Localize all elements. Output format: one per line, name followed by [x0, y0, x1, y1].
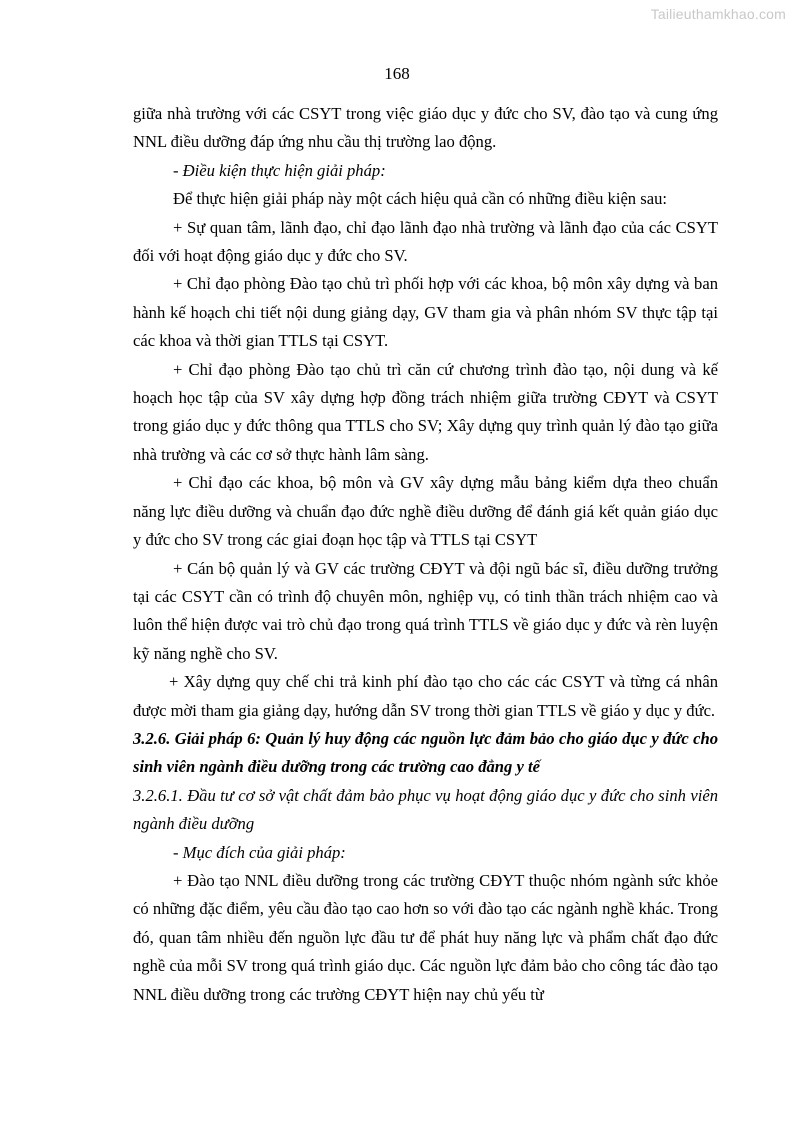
document-body — [133, 100, 718, 1009]
watermark: Tailieuthamkhao.com — [650, 6, 786, 22]
bullet-item: + Xây dựng quy chế chi trả kinh phí đào tạo cho các các CSYT và từng cá nhân được mời tham gia giảng dạy, hướng dẫn SV trong thời gian TTLS về giáo y dục y đức. — [133, 672, 718, 720]
paragraph-intro: Để thực hiện giải pháp này một cách hiệu quả cần có những điều kiện sau: — [173, 189, 667, 209]
subsection-heading: 3.2.6.1. Đầu tư cơ sở vật chất đảm bảo phục vụ hoạt động giáo dục y đức cho sinh viên ngành điều dưỡng — [133, 785, 718, 834]
bullet-item: + Cán bộ quản lý và GV các trường CĐYT và đội ngũ bác sĩ, điều dưỡng trưởng tại các CSYT cần có trình độ chuyên môn, nghiệp vụ, có tinh thần trách nhiệm cao và luôn thể hiện được vai trò chủ đạo trong quá trình TTLS về giáo dục y đức và rèn luyện kỹ năng nghề cho SV. — [133, 558, 718, 663]
bullet-item: + Chỉ đạo phòng Đào tạo chủ trì phối hợp với các khoa, bộ môn xây dựng và ban hành kế hoạch chi tiết nội dung giảng dạy, GV tham gia và phân nhóm SV thực tập tại các khoa và thời gian TTLS tại CSYT. — [133, 274, 718, 351]
subheading-conditions: - Điều kiện thực hiện giải pháp: — [173, 160, 386, 180]
bullet-item: + Sự quan tâm, lãnh đạo, chỉ đạo lãnh đạo nhà trường và lãnh đạo của các CSYT đối với hoạt động giáo dục y đức cho SV. — [133, 217, 718, 266]
bullet-item: + Chỉ đạo phòng Đào tạo chủ trì căn cứ chương trình đào tạo, nội dung và kế hoạch học tập của SV xây dựng hợp đồng trách nhiệm giữa trường CĐYT và CSYT trong giáo dục y đức thông qua TTLS cho SV; Xây dựng quy trình quản lý đào tạo giữa nhà trường và các cơ sở thực hành lâm sàng. — [133, 359, 718, 464]
bullet-item: + Đào tạo NNL điều dưỡng trong các trường CĐYT thuộc nhóm ngành sức khỏe có những đặc điểm, yêu cầu đào tạo cao hơn so với đào tạo các ngành nghề khác. Trong đó, quan tâm nhiều đến nguồn lực đầu tư để phát huy năng lực và phẩm chất đạo đức nghề của mỗi SV trong quá trình giáo dục. Các nguồn lực đảm bảo cho công tác đào tạo NNL điều dưỡng trong các trường CĐYT hiện nay chủ yếu từ — [133, 870, 718, 1004]
paragraph-continuation: giữa nhà trường với các CSYT trong việc giáo dục y đức cho SV, đào tạo và cung ứng NNL điều dưỡng đáp ứng nhu cầu thị trường lao động. — [133, 104, 718, 152]
subheading-purpose: - Mục đích của giải pháp: — [173, 842, 346, 862]
page-number: 168 — [384, 64, 410, 83]
bullet-item: + Chỉ đạo các khoa, bộ môn và GV xây dựng mẫu bảng kiểm dựa theo chuẩn năng lực điều dưỡng và chuẩn đạo đức nghề điều dưỡng để đánh giá kết quản giáo dục y đức cho SV trong các giai đoạn học tập và TTLS tại CSYT — [133, 473, 718, 550]
section-heading: 3.2.6. Giải pháp 6: Quản lý huy động các nguồn lực đảm bảo cho giáo dục y đức cho sinh viên ngành điều dưỡng trong các trường cao đẳng y tế — [133, 728, 718, 777]
